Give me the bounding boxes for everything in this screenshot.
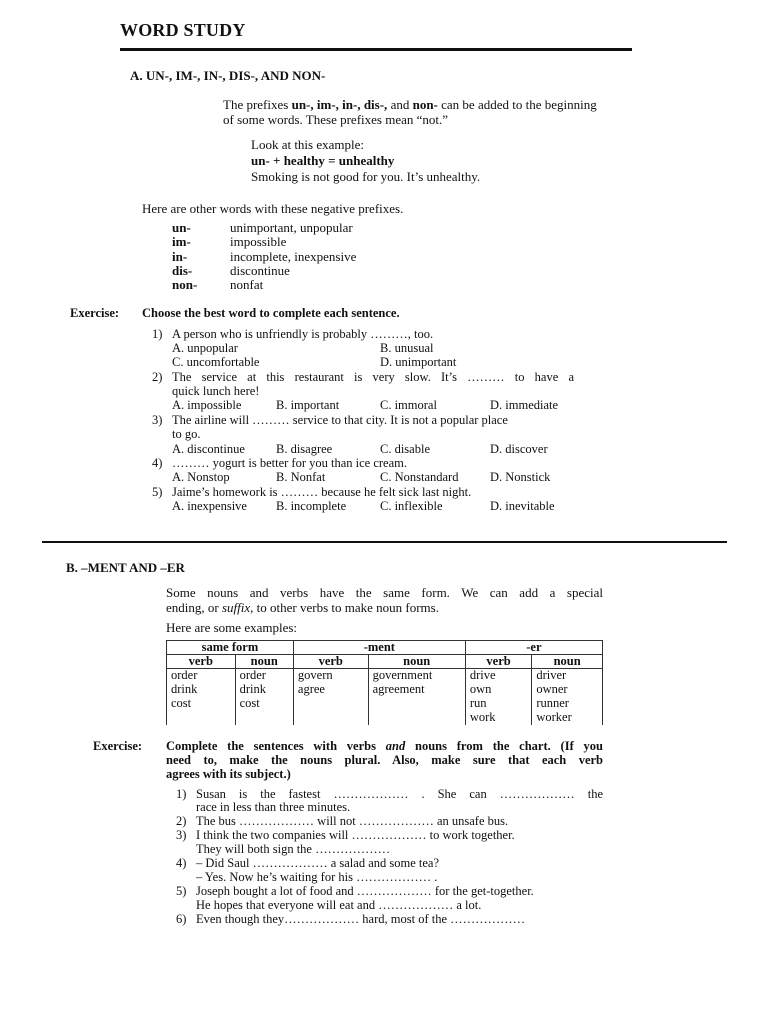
prefix-label: non-: [172, 277, 198, 292]
chart-cell: runner: [536, 696, 569, 710]
chart-group-header: -er: [465, 641, 602, 655]
answer-option: B. Nonfat: [276, 470, 326, 484]
chart-cell: order: [239, 668, 266, 682]
prefix-words: discontinue: [230, 263, 290, 278]
prefix-words: unimportant, unpopular: [230, 220, 353, 235]
answer-option: C. Nonstandard: [380, 470, 459, 484]
chart-group-header: -ment: [293, 641, 465, 655]
answer-option: B. incomplete: [276, 499, 347, 513]
sentence-text: – Yes. Now he’s waiting for his ……………… .: [196, 870, 438, 884]
chart-column: [293, 669, 368, 726]
chart-cell: worker: [536, 710, 572, 724]
question-number: 4): [152, 456, 163, 470]
sentence-text: Joseph bought a lot of food and ……………… for the get-together.: [196, 884, 534, 898]
chart-cell: government: [372, 668, 433, 682]
chart-cell: [298, 697, 364, 711]
chart-column: [532, 669, 603, 726]
answer-option: D. unimportant: [380, 355, 457, 369]
section-b-intro-line1: Some nouns and verbs have the same form. We can add a special: [166, 585, 603, 600]
question-text: The airline will ……… service to that city. It is not a popular place: [172, 413, 508, 427]
intro-prefixes: un-, im-, in-, dis-,: [291, 97, 388, 112]
chart-column: [235, 669, 293, 726]
question-number: 2): [152, 370, 163, 384]
answer-option: C. disable: [380, 442, 430, 456]
intro-text: , to other verbs to make noun forms.: [250, 600, 439, 615]
prefix-row: [172, 278, 263, 292]
example-sentence: Smoking is not good for you. It’s unhealthy.: [251, 169, 481, 184]
chart-cell: drive: [469, 668, 496, 682]
sentence-number: 1): [176, 787, 187, 801]
page-title: WORD STUDY: [120, 20, 246, 40]
prefix-words: impossible: [230, 234, 287, 249]
intro-text: and: [387, 97, 413, 112]
sentence-text: race in less than three minutes.: [196, 800, 351, 814]
question-text: to go.: [172, 427, 201, 441]
instruction-emphasis: and: [385, 739, 406, 753]
answer-option: C. inflexible: [380, 499, 443, 513]
prefix-label: dis-: [172, 263, 193, 278]
chart-subheader-row: [167, 655, 603, 669]
answer-option: A. impossible: [172, 398, 242, 412]
answer-option: A. Nonstop: [172, 470, 230, 484]
chart-column: [368, 669, 465, 726]
exercise-a-instruction: Choose the best word to complete each sentence.: [142, 306, 400, 320]
prefix-row: [172, 221, 353, 235]
intro-emphasis: suffix: [221, 600, 251, 615]
exercise-a-label: Exercise:: [70, 306, 120, 320]
chart-cell: [373, 711, 461, 725]
question-text: quick lunch here!: [172, 384, 260, 398]
sentence-text: They will both sign the ………………: [196, 842, 391, 856]
chart-subheader: noun: [235, 655, 293, 669]
intro-text: ending, or: [166, 600, 222, 615]
word-form-chart: [166, 640, 603, 725]
answer-option: A. inexpensive: [172, 499, 247, 513]
question-text: Jaime’s homework is ……… because he felt sick last night.: [172, 485, 472, 499]
answer-option: B. disagree: [276, 442, 333, 456]
answer-option: C. immoral: [380, 398, 437, 412]
exercise-b-instruction: [166, 739, 603, 781]
intro-text: can be added to the beginning: [437, 97, 597, 112]
answer-option: D. Nonstick: [490, 470, 551, 484]
chart-subheader: noun: [532, 655, 603, 669]
prefix-words: incomplete, inexpensive: [230, 249, 357, 264]
answer-option: B. important: [276, 398, 340, 412]
chart-group-header: same form: [167, 641, 294, 655]
chart-subheader: verb: [167, 655, 236, 669]
example-box: [251, 137, 480, 184]
prefix-row: [172, 250, 356, 264]
section-b-intro-line2: [166, 600, 603, 615]
question-number: 1): [152, 327, 163, 341]
intro-text: The prefixes: [223, 97, 292, 112]
chart-cell: agreement: [372, 682, 425, 696]
chart-cell: agree: [297, 682, 325, 696]
sentence-number: 3): [176, 828, 187, 842]
chart-cell: run: [469, 696, 487, 710]
chart-cell: driver: [536, 668, 567, 682]
question-text: A person who is unfriendly is probably ………, too.: [172, 327, 434, 341]
chart-cell: drink: [171, 682, 198, 696]
section-a-intro-line1: [223, 97, 633, 112]
answer-option: D. inevitable: [490, 499, 555, 513]
question-number: 5): [152, 485, 163, 499]
sentence-number: 4): [176, 856, 187, 870]
section-a-heading: A. UN-, IM-, IN-, DIS-, AND NON-: [130, 68, 326, 83]
chart-cell: cost: [171, 696, 192, 710]
chart-subheader: noun: [368, 655, 465, 669]
prefix-row: [172, 235, 286, 249]
chart-cell: own: [469, 682, 492, 696]
chart-subheader: verb: [465, 655, 532, 669]
chart-cell: [298, 711, 364, 725]
title-divider: [120, 48, 632, 51]
chart-cell: govern: [297, 668, 333, 682]
sentence-text: Even though they……………… hard, most of the ………………: [196, 912, 526, 926]
sentence-text: Susan is the fastest ……………… . She can ……………… the: [196, 787, 603, 801]
chart-cell: work: [469, 710, 496, 724]
section-b-heading: B. –MENT AND –ER: [66, 560, 185, 575]
instruction-text: Complete the sentences with verbs: [166, 739, 386, 753]
chart-column: [465, 669, 532, 726]
instruction-text: nouns from the chart. (If you: [405, 739, 603, 753]
chart-cell: [373, 697, 461, 711]
prefix-label: im-: [172, 234, 191, 249]
chart-cell: order: [171, 668, 198, 682]
exercise-b-instruction-line2: need to, make the nouns plural. Also, make sure that each verb: [166, 753, 603, 767]
sentence-text: The bus ……………… will not ……………… an unsafe bus.: [196, 814, 509, 828]
exercise-b-instruction-line1: [166, 739, 603, 753]
prefix-row: [172, 264, 290, 278]
exercise-b-instruction-line3: agrees with its subject.): [166, 767, 291, 781]
section-a-intro: [223, 97, 633, 127]
example-label: Look at this example:: [251, 137, 365, 152]
answer-option: D. immediate: [490, 398, 559, 412]
chart-cell: [240, 711, 289, 725]
chart-subheader: verb: [293, 655, 368, 669]
section-b-intro: [166, 585, 603, 615]
chart-body: [167, 669, 603, 726]
example-formula: un- + healthy = unhealthy: [251, 153, 395, 168]
sentence-number: 6): [176, 912, 187, 926]
sentence-number: 5): [176, 884, 187, 898]
answer-option: B. unusual: [380, 341, 434, 355]
sentence-text: – Did Saul ……………… a salad and some tea?: [196, 856, 440, 870]
answer-option: D. discover: [490, 442, 548, 456]
answer-option: A. discontinue: [172, 442, 245, 456]
section-a-intro-line2: of some words. These prefixes mean “not.”: [223, 112, 449, 127]
prefix-words: nonfat: [230, 277, 264, 292]
answer-option: A. unpopular: [172, 341, 238, 355]
chart-cell: drink: [239, 682, 266, 696]
chart-column: [167, 669, 236, 726]
exercise-b-label: Exercise:: [93, 739, 143, 753]
chart-cell: cost: [239, 696, 260, 710]
question-text: The service at this restaurant is very slow. It’s ……… to have a: [172, 370, 574, 384]
chart-cell: owner: [536, 682, 568, 696]
sentence-text: He hopes that everyone will eat and ……………… a lot.: [196, 898, 482, 912]
other-words-intro: Here are other words with these negative prefixes.: [142, 201, 404, 216]
sentence-text: I think the two companies will ……………… to work together.: [196, 828, 515, 842]
prefix-label: un-: [172, 220, 191, 235]
question-text: ……… yogurt is better for you than ice cream.: [172, 456, 407, 470]
prefix-label: in-: [172, 249, 188, 264]
sentence-number: 2): [176, 814, 187, 828]
section-divider: [42, 541, 727, 543]
answer-option: C. uncomfortable: [172, 355, 260, 369]
question-number: 3): [152, 413, 163, 427]
chart-cell: [171, 711, 231, 725]
examples-label: Here are some examples:: [166, 620, 298, 635]
chart-group-row: [167, 641, 603, 655]
intro-prefix-non: non-: [412, 97, 438, 112]
